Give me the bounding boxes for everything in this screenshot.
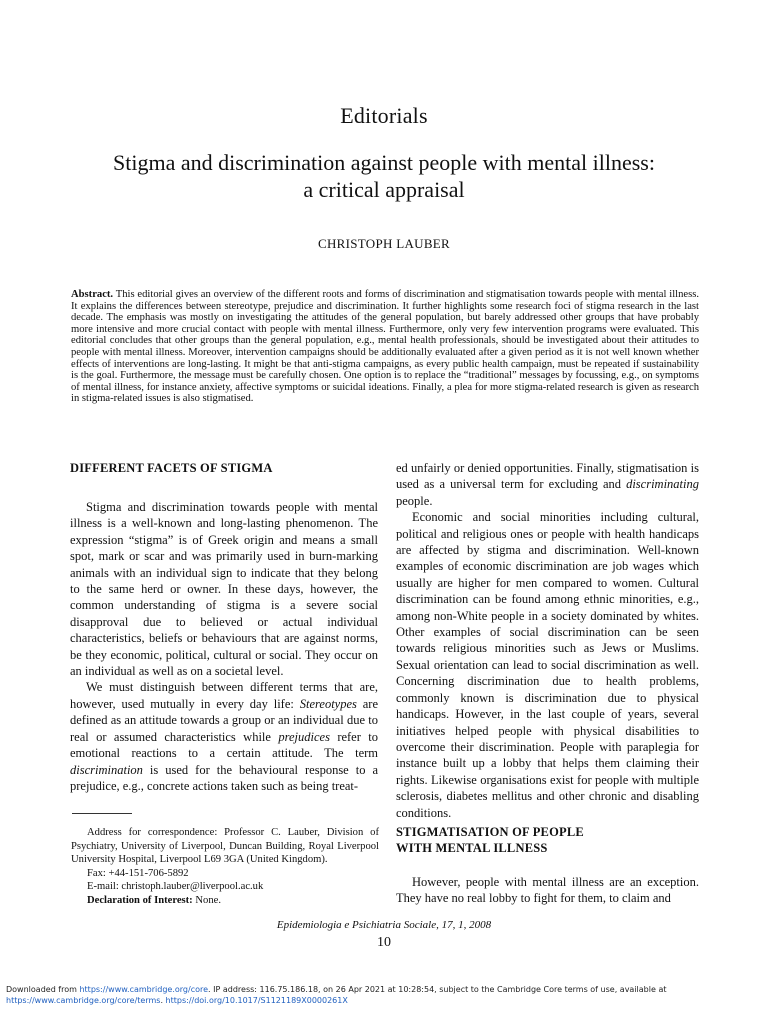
abstract — [71, 289, 699, 405]
section-label: Editorials — [340, 103, 428, 128]
footnote-address: Address for correspondence: Professor C. Lauber, Division of Psychiatry, University of Liverpool, Duncan Building, Royal Liverpool University Hospital, Liverpool L69 3GA (United Kingdom). — [71, 827, 379, 865]
footnote-rule — [72, 813, 132, 814]
paragraph: However, people with mental illness are an exception. They have no real lobby to fight for them, to claim and — [396, 875, 699, 906]
section-heading-facets: DIFFERENT FACETS OF STIGMA — [70, 461, 273, 475]
term-discriminating: discriminating — [626, 477, 699, 492]
footnote — [71, 826, 379, 907]
section-heading-stigmatisation: STIGMATISATION OF PEOPLE WITH MENTAL ILLNESS — [396, 825, 584, 855]
right-column-lower — [396, 824, 699, 907]
download-notice: Downloaded from https://www.cambridge.org/core. IP address: 116.75.186.18, on 26 Apr 2021 at 10:28:54, subject to the Cambridge Core terms of use, available at https://www.cambridge.org/core/terms. https://doi.org/10.1017/S1121189X0000261X — [6, 985, 667, 1005]
terms-link[interactable]: https://www.cambridge.org/core/terms — [6, 996, 161, 1005]
footnote-declaration: Declaration of Interest: None. — [87, 894, 221, 906]
title-line-2: a critical appraisal — [303, 177, 465, 202]
page-number: 10 — [377, 935, 391, 950]
title-line-1: Stigma and discrimination against people with mental illness: — [113, 150, 655, 175]
left-column — [70, 460, 378, 794]
paragraph: We must distinguish between different terms that are, however, used mutually in every day life: Stereotypes are defined as an attitude towards a group or an individual due to real or assumed characteristics while prejudices refer to emotional reactions to a certain attitude. The term discrimination is used for the behavioural response to a prejudice, e.g., concrete actions taken such as being treat- — [70, 680, 378, 793]
right-column — [396, 460, 699, 821]
term-prejudices: prejudices — [278, 729, 330, 744]
doi-link[interactable]: https://doi.org/10.1017/S1121189X0000261X — [165, 996, 348, 1005]
footnote-fax: Fax: +44-151-706-5892 — [87, 867, 189, 879]
footnote-email: E-mail: christoph.lauber@liverpool.ac.uk — [87, 881, 264, 892]
term-discrimination: discrimination — [70, 762, 143, 777]
abstract-text: This editorial gives an overview of the different roots and forms of discrimination and stigmatisation towards people with mental illness. It explains the differences between stereotype, prejudice and discrimination. It further highlights some research foci of stigma research in the last decade. The emphasis was mostly on investigating the attitudes of the general population, but barely addressed other groups that have probably more intensive and more crucial contact with people with mental illness. Furthermore, only very few intervention programs were evaluated. This editorial concludes that other groups than the general population, e.g., mental health professionals, should be investigated about their attitudes to people with mental illness. Moreover, intervention campaigns should be additionally evaluated after a given period as it is not well known whether effects of interventions are long-lasting. It might be that anti-stigma campaigns, as every public health campaign, must be repeated if sustainability is the goal. Furthermore, the message must be carefully chosen. One option is to replace the “traditional” messages by focussing, e.g., on symptoms of mental illness, for instance anxiety, affective symptoms or suicidal ideations. Finally, a plea for more stigma-related research is given as research in stigma-related issues is also stigmatised. — [71, 289, 699, 405]
paragraph: Economic and social minorities including cultural, political and religious ones or people with health handicaps are affected by stigma and discrimination. Well-known examples of economic discrimination are job wages which usually are higher for men compared to women. Cultural discrimination can be found among ethnic minorities, e.g., among non-White people in a society dominated by whites. Other examples of social discrimination can be seen towards religious minorities such as Jews or Muslims. Sexual orientation can lead to social discrimination as well. Concerning discrimination due to health problems, commonly known is discrimination due to physical handicaps. However, in the last couple of years, several initiatives helped people with physical disabilities to overcome their discrimination. People with paraplegia for instance built up a lobby that helps them claiming their rights. Likewise organisations exist for people with multiple sclerosis, diabetes mellitus and other chronic and disabling conditions. — [396, 510, 699, 820]
author-name: CHRISTOPH LAUBER — [317, 236, 451, 251]
journal-citation: Epidemiologia e Psichiatria Sociale, 17, 1, 2008 — [276, 919, 492, 931]
term-stereotypes: Stereotypes — [299, 696, 357, 711]
abstract-label: Abstract. — [71, 289, 114, 300]
core-link[interactable]: https://www.cambridge.org/core — [79, 985, 209, 994]
paragraph: Stigma and discrimination towards people with mental illness is a well-known and long-lasting phenomenon. The expression “stigma” is of Greek origin and means a small spot, mark or scar and was primarily used in burn-marking animals with an individual sign to indicate that they belong to the same herd or owner. In these days, however, the common understanding of stigma is a severe social disapproval due to believed or actual individual characteristics, beliefs or behaviours that are against norms, be they economic, political, cultural or social. They occur on an individual as well as on a societal level. — [70, 500, 378, 679]
paragraph: ed unfairly or denied opportunities. Finally, stigmatisation is used as a universal term for excluding and discriminating people. — [396, 461, 699, 508]
article-title — [60, 149, 708, 203]
